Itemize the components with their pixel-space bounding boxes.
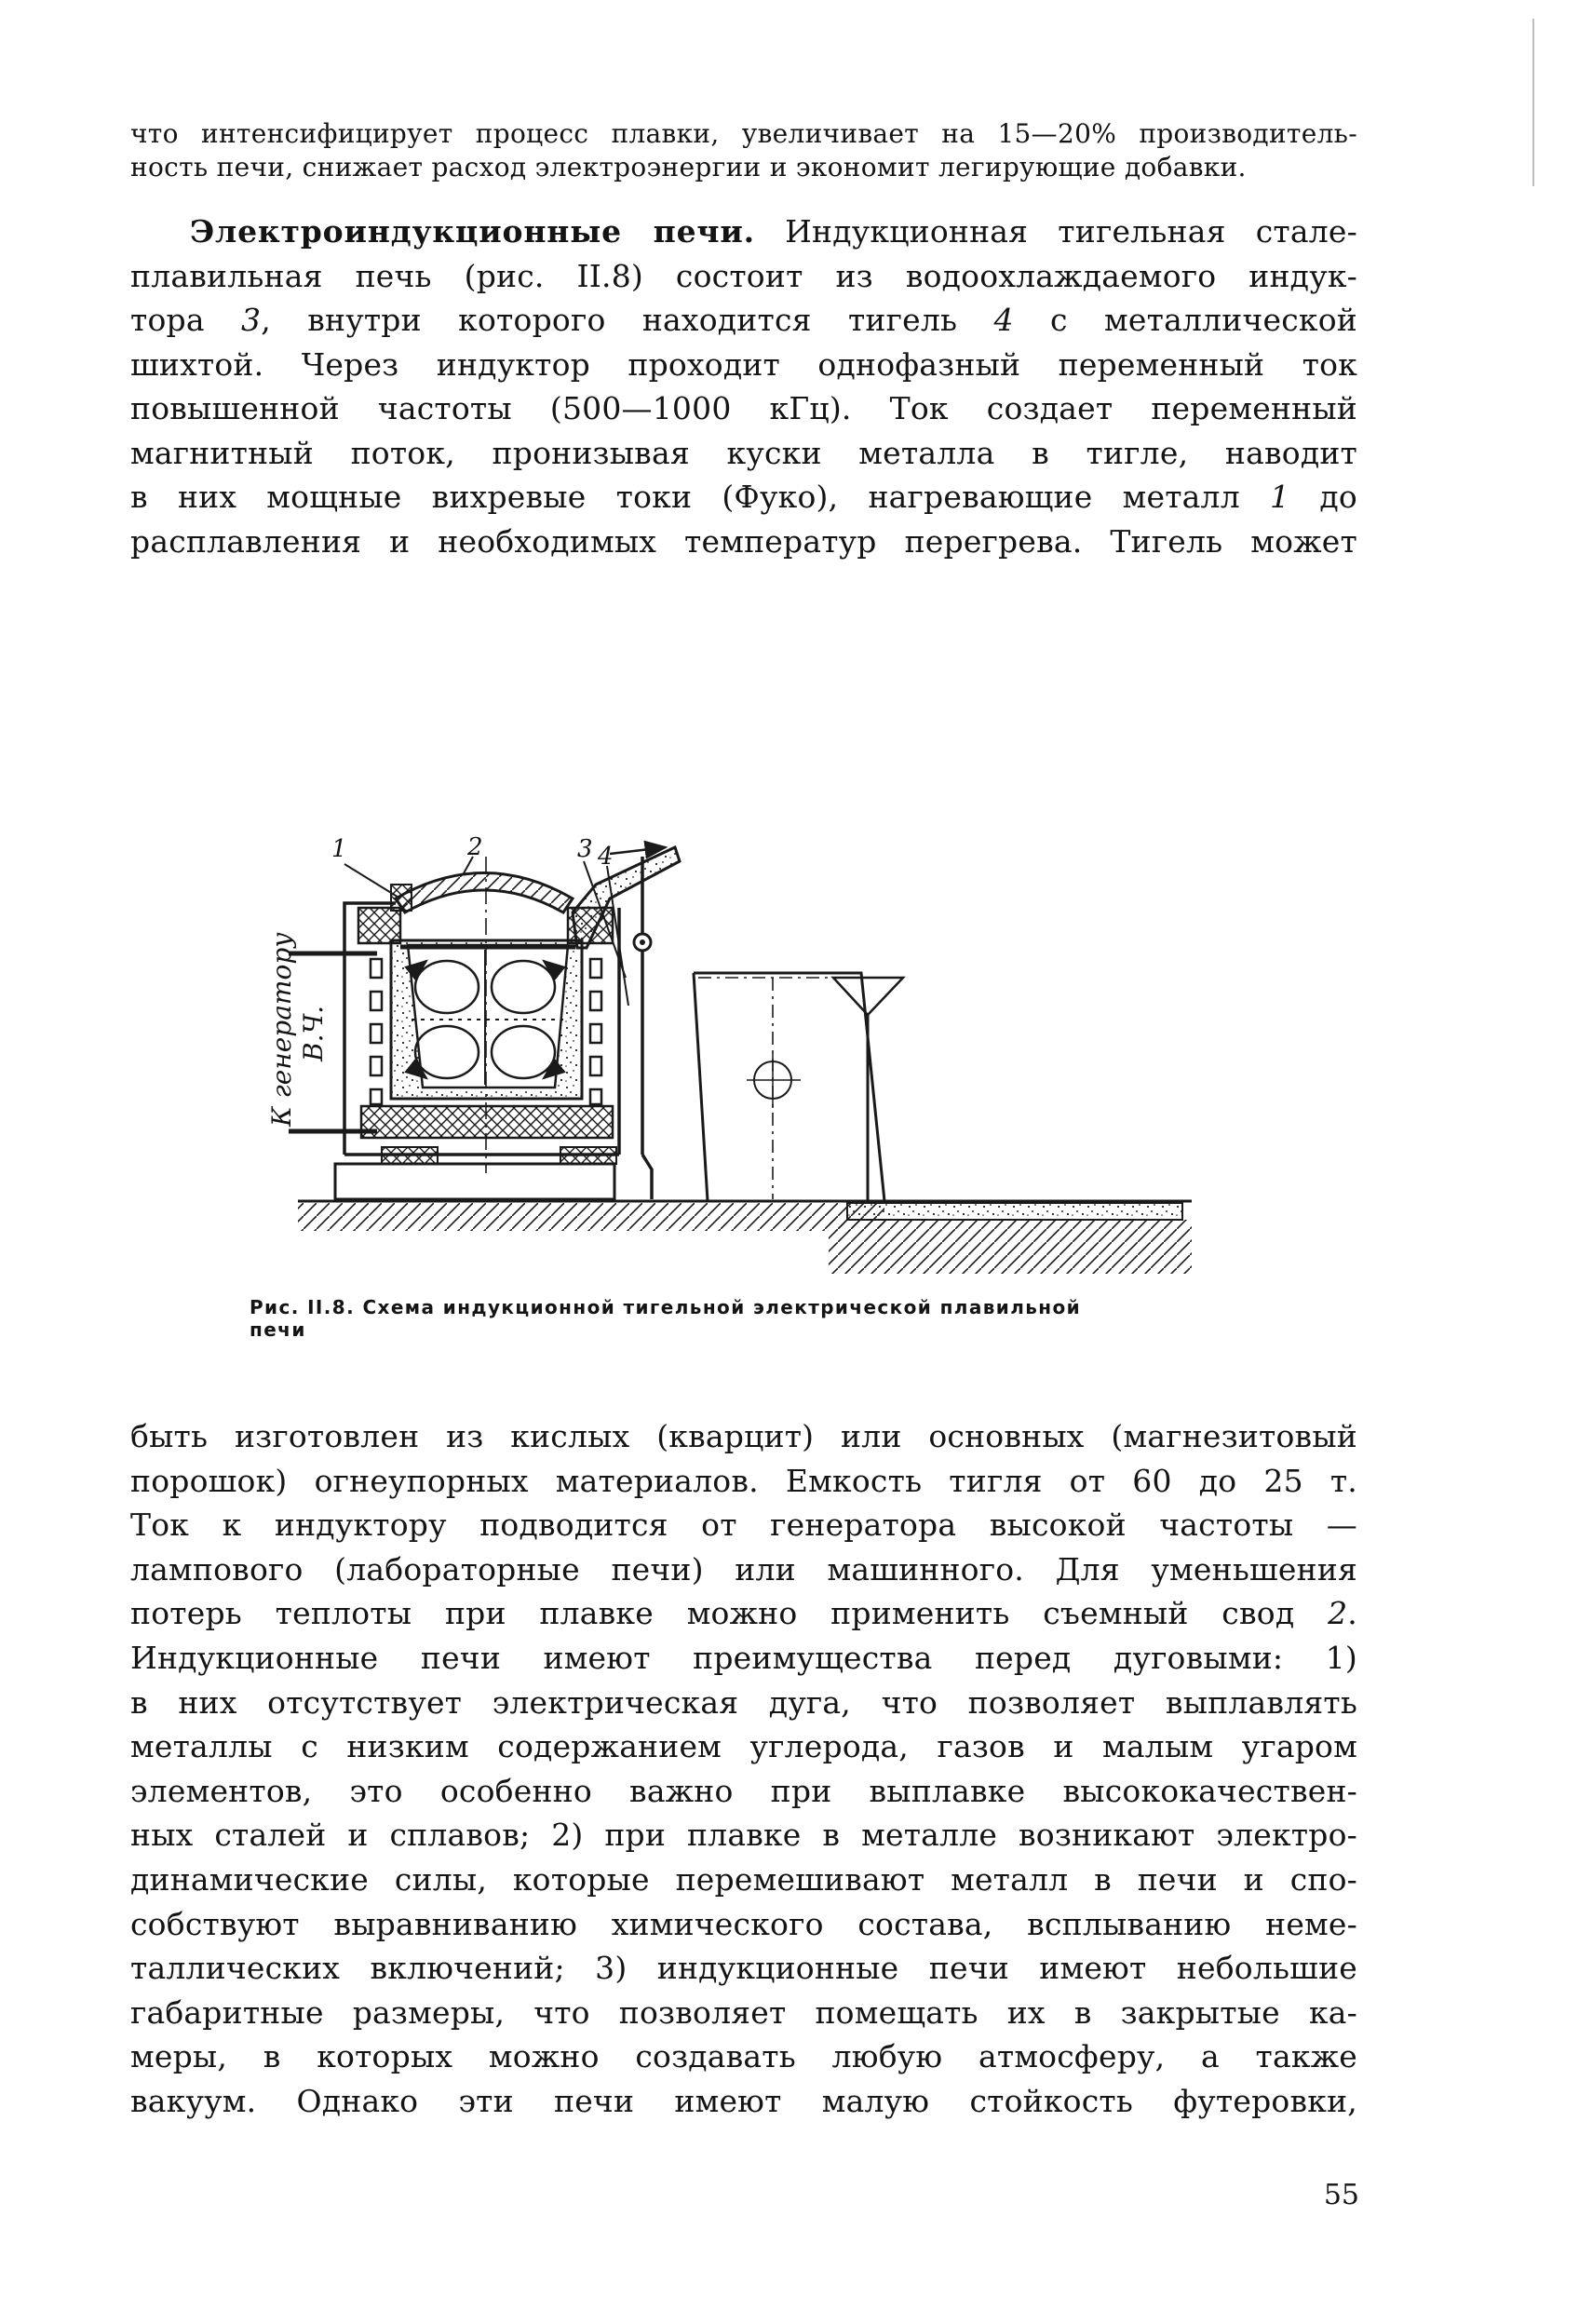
text-line: в них мощные вихревые токи (Фуко), нагревающие металл 1 до xyxy=(130,479,1358,515)
text-line: расплавления и необходимых температур перегрева. Тигель может xyxy=(130,522,1357,560)
callout-4: 4 xyxy=(598,843,614,871)
callout-1: 1 xyxy=(331,835,347,863)
text-line: лампового (лабораторные печи) или машинного. Для уменьшения xyxy=(130,1550,1357,1588)
removable-roof xyxy=(396,873,573,913)
text-line: магнитный поток, пронизывая куски металла в тигле, наводит xyxy=(130,434,1357,471)
ref-number: 3 xyxy=(241,302,262,338)
text-line: повышенной частоты (500—1000 кГц). Ток создает переменный xyxy=(130,390,1357,426)
text-line: шихтой. Через индуктор проходит однофазный переменный ток xyxy=(130,345,1357,383)
text-line: металлы с низким содержанием углерода, газов и малым угаром xyxy=(130,1728,1357,1765)
base-plate xyxy=(335,1164,614,1199)
text-line: вакуум. Однако эти печи имеют малую стойкость футеровки, xyxy=(130,2082,1357,2119)
hearth-block xyxy=(361,1106,613,1138)
callout-3: 3 xyxy=(577,835,593,863)
text-line: быть изготовлен из кислых (кварцит) или основных (магнезитовый xyxy=(130,1418,1357,1454)
continuation-paragraph xyxy=(130,1414,1357,2124)
ladle xyxy=(694,973,903,1201)
furnace-diagram xyxy=(251,577,1275,1285)
text-line: в них отсутствует электрическая дуга, что позволяет выплавлять xyxy=(130,1683,1357,1721)
text-line: меры, в которых можно создавать любую атмосферу, а также xyxy=(130,2038,1357,2075)
text-line: что интенсифицирует процесс плавки, увеличивает на 15—20% производитель- xyxy=(130,118,1357,149)
page-number: 55 xyxy=(1323,2179,1359,2211)
section-paragraph xyxy=(130,209,1357,563)
intro-paragraph xyxy=(130,117,1357,184)
text-line: потерь теплоты при плавке можно применить съемный свод 2. xyxy=(130,1595,1357,1632)
tilt-arrow xyxy=(610,847,666,854)
caption-line: Рис. II.8. Схема индукционной тигельной электрической плавильной xyxy=(250,1296,1082,1318)
caption-line: печи xyxy=(250,1318,306,1341)
text-line: таллических включений; 3) индукционные печи имеют небольшие xyxy=(130,1950,1357,1987)
section-heading: Электроиндукционные печи. xyxy=(190,213,755,250)
text-line: динамические силы, которые перемешивают металл в печи и спо- xyxy=(130,1860,1357,1898)
text-line: собствуют выравниванию химического состава, всплыванию неме- xyxy=(130,1905,1357,1942)
ref-number: 2 xyxy=(1328,1595,1348,1632)
ref-number: 4 xyxy=(993,302,1014,338)
generator-label: К генератору xyxy=(266,932,297,1127)
scan-edge-line xyxy=(1532,19,1534,186)
callout-2: 2 xyxy=(467,833,483,861)
text-line: Ток к индуктору подводится от генератора высокой частоты — xyxy=(130,1507,1357,1544)
generator-label-2: В.Ч. xyxy=(298,1005,329,1061)
text-line: габаритные размеры, что позволяет помещать их в закрытые ка- xyxy=(130,1993,1357,2031)
text-line: Индукционные печи имеют преимущества перед дуговыми: 1) xyxy=(130,1639,1357,1676)
text-line: ных сталей и сплавов; 2) при плавке в металле возникают электро- xyxy=(130,1817,1357,1854)
furnace-drawing xyxy=(251,577,1275,1285)
text-line: тора 3, внутри которого находится тигель 4 с металлической xyxy=(130,302,1357,338)
text-line: элементов, это особенно важно при выплавке высококачествен- xyxy=(130,1772,1357,1809)
text-line: ность печи, снижает расход электроэнергии и экономит легирующие добавки. xyxy=(130,152,1247,182)
text-line: Электроиндукционные печи. Индукционная тигельная стале- xyxy=(190,213,1357,250)
ground xyxy=(298,1201,1192,1274)
text-line: порошок) огнеупорных материалов. Емкость тигля от 60 до 25 т. xyxy=(130,1462,1357,1499)
figure-caption xyxy=(250,1296,1236,1341)
text-line: плавильная печь (рис. II.8) состоит из водоохлаждаемого индук- xyxy=(130,257,1357,294)
ref-number: 1 xyxy=(1270,479,1290,515)
